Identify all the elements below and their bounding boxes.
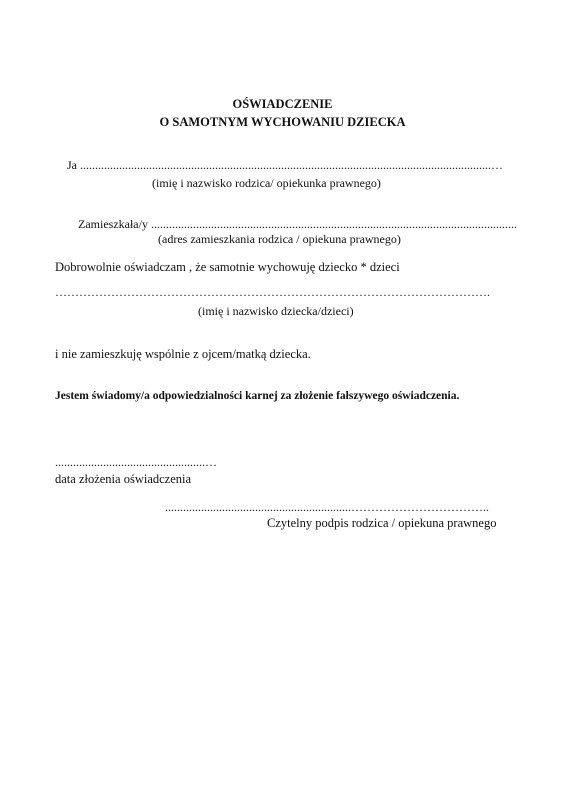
document-title-line1: OŚWIADCZENIE [232,97,333,111]
statement-text: Dobrowolnie oświadczam , że samotnie wychowuję dziecko * dzieci [55,260,400,274]
address-field-line: Zamieszkała/y .......................................................................................................................... [78,217,517,231]
address-field-caption: (adres zamieszkania rodzica / opiekuna prawnego) [158,232,401,246]
cohabitation-text: i nie zamieszkuję wspólnie z ojcem/matką dziecka. [55,347,311,361]
name-field-line: Ja .........................................................................................................................................… [67,158,503,172]
date-field-line: ..................................................… [55,455,217,469]
responsibility-statement: Jestem świadomy/a odpowiedzialności karnej za złożenie fałszywego oświadczenia. [55,390,460,402]
signature-field-line: ..............................................................…………………………….. [165,500,489,514]
child-name-field-line: ………………………………………………………………………………………………. [55,285,490,299]
document-title-line2: O SAMOTNYM WYCHOWANIU DZIECKA [159,115,406,129]
date-field-caption: data złożenia oświadczenia [55,472,192,486]
child-name-field-caption: (imię i nazwisko dziecka/dzieci) [198,304,354,318]
name-field-caption: (imię i nazwisko rodzica/ opiekunka prawnego) [152,176,381,190]
signature-field-caption: Czytelny podpis rodzica / opiekuna prawnego [267,516,497,530]
